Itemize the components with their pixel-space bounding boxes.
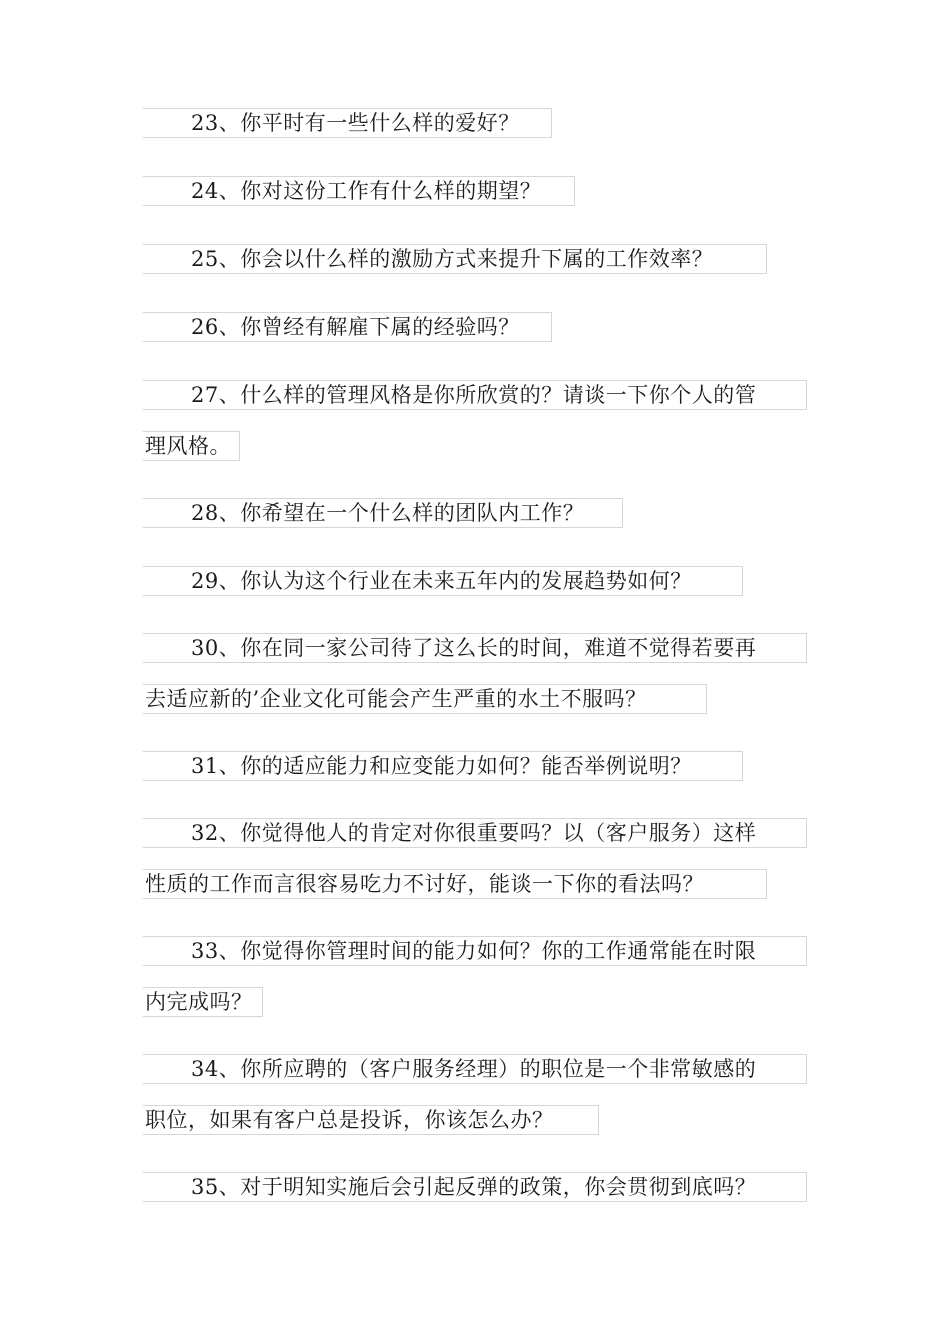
question-34-line1: 34、你所应聘的（客户服务经理）的职位是一个非常敏感的	[143, 1054, 807, 1084]
question-26: 26、你曾经有解雇下属的经验吗？	[143, 312, 552, 342]
question-30-line2: 去适应新的’企业文化可能会产生严重的水土不服吗？	[143, 684, 707, 714]
question-25: 25、你会以什么样的激励方式来提升下属的工作效率？	[143, 244, 767, 274]
question-23: 23、你平时有一些什么样的爱好？	[143, 108, 552, 138]
question-33-line2: 内完成吗？	[143, 987, 263, 1017]
question-32-line2: 性质的工作而言很容易吃力不讨好，能谈一下你的看法吗？	[143, 869, 767, 899]
question-34-line2: 职位，如果有客户总是投诉，你该怎么办？	[143, 1105, 599, 1135]
question-31: 31、你的适应能力和应变能力如何？能否举例说明？	[143, 751, 743, 781]
question-27-line2: 理风格。	[143, 431, 240, 461]
question-24: 24、你对这份工作有什么样的期望？	[143, 176, 575, 206]
question-27-line1: 27、什么样的管理风格是你所欣赏的？请谈一下你个人的管	[143, 380, 807, 410]
question-35: 35、对于明知实施后会引起反弹的政策，你会贯彻到底吗？	[143, 1172, 807, 1202]
question-30-line1: 30、你在同一家公司待了这么长的时间，难道不觉得若要再	[143, 633, 807, 663]
question-33-line1: 33、你觉得你管理时间的能力如何？你的工作通常能在时限	[143, 936, 807, 966]
question-32-line1: 32、你觉得他人的肯定对你很重要吗？以（客户服务）这样	[143, 818, 807, 848]
question-28: 28、你希望在一个什么样的团队内工作？	[143, 498, 623, 528]
question-29: 29、你认为这个行业在未来五年内的发展趋势如何？	[143, 566, 743, 596]
